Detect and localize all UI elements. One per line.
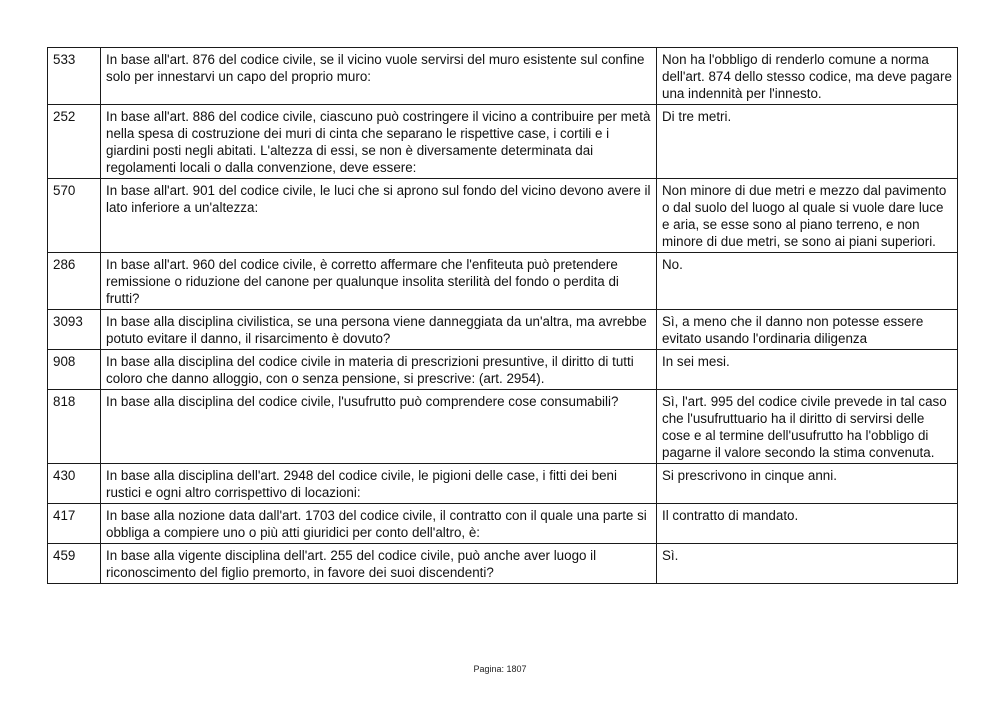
- row-id: 430: [48, 464, 101, 504]
- table-row: [48, 464, 958, 504]
- row-id: 3093: [48, 310, 101, 350]
- row-question: In base all'art. 876 del codice civile, se il vicino vuole servirsi del muro esistente sul confine solo per innestarvi un capo del proprio muro:: [101, 48, 657, 105]
- row-id: 252: [48, 105, 101, 179]
- row-id: 417: [48, 504, 101, 544]
- qa-table: [47, 47, 958, 584]
- row-answer: Sì, a meno che il danno non potesse essere evitato usando l'ordinaria diligenza: [657, 310, 958, 350]
- table-row: [48, 390, 958, 464]
- row-question: In base all'art. 960 del codice civile, è corretto affermare che l'enfiteuta può pretendere remissione o riduzione del canone per qualunque insolita sterilità del fondo o perdita di frutti?: [101, 253, 657, 310]
- row-id: 570: [48, 179, 101, 253]
- row-question: In base alla nozione data dall'art. 1703 del codice civile, il contratto con il quale una parte si obbliga a compiere uno o più atti giuridici per conto dell'altro, è:: [101, 504, 657, 544]
- row-id: 818: [48, 390, 101, 464]
- row-id: 286: [48, 253, 101, 310]
- row-question: In base all'art. 901 del codice civile, le luci che si aprono sul fondo del vicino devono avere il lato inferiore a un'altezza:: [101, 179, 657, 253]
- row-answer: No.: [657, 253, 958, 310]
- table-row: [48, 310, 958, 350]
- page-number-footer: Pagina: 1807: [473, 664, 527, 674]
- row-question: In base alla disciplina civilistica, se una persona viene danneggiata da un'altra, ma avrebbe potuto evitare il danno, il risarcimento è dovuto?: [101, 310, 657, 350]
- table-row: [48, 48, 958, 105]
- row-question: In base alla disciplina dell'art. 2948 del codice civile, le pigioni delle case, i fitti dei beni rustici e ogni altro corrispettivo di locazioni:: [101, 464, 657, 504]
- row-question: In base alla disciplina del codice civile, l'usufrutto può comprendere cose consumabili?: [101, 390, 657, 464]
- table-row: [48, 105, 958, 179]
- table-row: [48, 350, 958, 390]
- table-row: [48, 544, 958, 584]
- row-question: In base all'art. 886 del codice civile, ciascuno può costringere il vicino a contribuire per metà nella spesa di costruzione dei muri di cinta che separano le rispettive case, i cortili e i giardini posti negli abitati. L'altezza di essi, se non è diversamente determinata dai regolamenti locali o dalla convenzione, deve essere:: [101, 105, 657, 179]
- row-answer: Il contratto di mandato.: [657, 504, 958, 544]
- row-id: 459: [48, 544, 101, 584]
- row-question: In base alla disciplina del codice civile in materia di prescrizioni presuntive, il diritto di tutti coloro che danno alloggio, con o senza pensione, si prescrive: (art. 2954).: [101, 350, 657, 390]
- row-answer: Sì, l'art. 995 del codice civile prevede in tal caso che l'usufruttuario ha il diritto di servirsi delle cose e al termine dell'usufrutto ha l'obbligo di pagarne il valore secondo la stima convenuta.: [657, 390, 958, 464]
- row-answer: Non ha l'obbligo di renderlo comune a norma dell'art. 874 dello stesso codice, ma deve pagare una indennità per l'innesto.: [657, 48, 958, 105]
- table-row: [48, 504, 958, 544]
- row-answer: Di tre metri.: [657, 105, 958, 179]
- row-id: 533: [48, 48, 101, 105]
- qa-table-body: [48, 48, 958, 584]
- table-row: [48, 179, 958, 253]
- row-answer: In sei mesi.: [657, 350, 958, 390]
- row-answer: Si prescrivono in cinque anni.: [657, 464, 958, 504]
- row-id: 908: [48, 350, 101, 390]
- row-answer: Non minore di due metri e mezzo dal pavimento o dal suolo del luogo al quale si vuole dare luce e aria, se esse sono al piano terreno, e non minore di due metri, se sono ai piani superiori.: [657, 179, 958, 253]
- row-question: In base alla vigente disciplina dell'art. 255 del codice civile, può anche aver luogo il riconoscimento del figlio premorto, in favore dei suoi discendenti?: [101, 544, 657, 584]
- row-answer: Sì.: [657, 544, 958, 584]
- table-row: [48, 253, 958, 310]
